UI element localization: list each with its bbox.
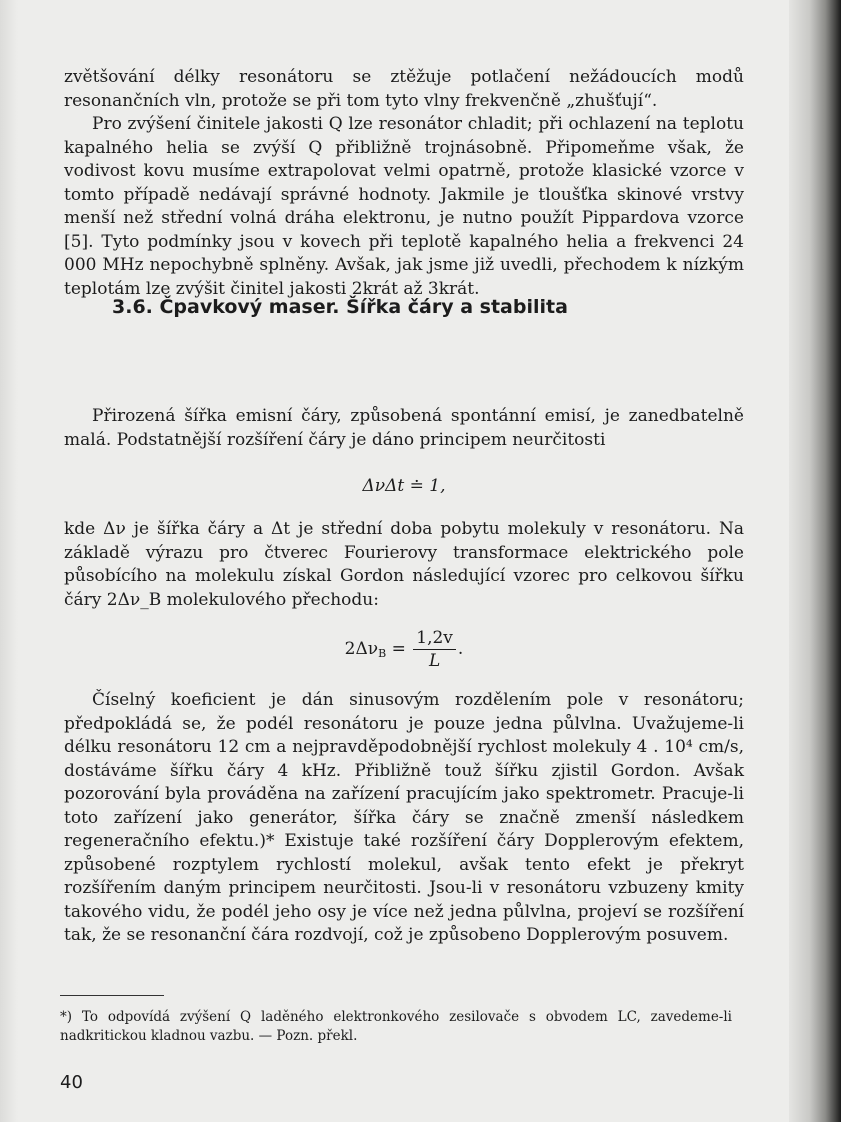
equation-gordon-equals: = [391,639,406,659]
paragraph-top: zvětšování délky resonátoru se ztěžuje potlačení nežádoucích modů resonančních vln, protože se při tom tyto vlny frekvenčně „zhušťují“. [64,67,744,111]
section-heading: 3.6. Čpavkový maser. Šířka čáry a stabilita [112,296,568,318]
page-body [64,66,744,948]
equation-gordon-lhs: 2Δν [344,639,379,659]
paragraph-gordon [64,518,744,612]
equation-gordon-numerator: 1,2v [413,628,456,650]
paragraph-gordon-text: kde Δν je šířka čáry a Δt je střední doba pobytu molekuly v resonátoru. Na základě výrazu pro čtverec Fourierovy transformace elektrického pole působícího na molekulu získal Gordon následující vzorec pro celkovou šířku čáry 2Δν_B molekulového přechodu: [64,519,744,610]
equation-gordon-end: . [457,639,464,659]
page-edge-left [0,0,18,1122]
equation-gordon-sub: B [378,647,387,660]
equation-gordon [64,628,744,671]
paragraph-linewidth: Přirozená šířka emisní čáry, způsobená spontánní emisí, je zanedbatelně malá. Podstatnější rozšíření čáry je dáno principem neurčitosti [64,406,744,450]
equation-uncertainty: ΔνΔt ≐ 1, [362,476,446,496]
footnote-divider [60,995,164,996]
equation-gordon-denominator: L [428,651,441,671]
book-spine-shadow [789,0,841,1122]
equation-gordon-fraction [413,628,456,671]
paragraph-coefficient: Číselný koeficient je dán sinusovým rozdělením pole v resonátoru; předpokládá se, že podél resonátoru je pouze jedna půlvlna. Uvažujeme-li délku resonátoru 12 cm a nejpravděpodobnější rychlost molekuly 4 . 10⁴ cm/s, dostáváme šířku čáry 4 kHz. Přibližně touž šířku zjistil Gordon. Avšak pozorování byla prováděna na zařízení pracujícím jako spektrometr. Pracuje-li toto zařízení jako generátor, šířka čáry se značně zmenší následkem regeneračního efektu.)* Existuje také rozšíření čáry Dopplerovým efektem, způsobené rozptylem rychlostí molekul, avšak tento efekt je překryt rozšířením daným principem neurčitosti. Jsou-li v resonátoru vzbuzeny kmity takového vidu, že podél jeho osy je více než jedna půlvlna, projeví se rozšíření tak, že se resonanční čára rozdvojí, což je způsobeno Dopplerovým posuvem. [64,690,744,945]
paragraph-q-factor: Pro zvýšení činitele jakosti Q lze resonátor chladit; při ochlazení na teplotu kapalného helia se zvýší Q přibližně trojnásobně. Připomeňme však, že vodivost kovu musíme extrapolovat velmi opatrně, protože klasické vzorce v tomto případě nedávají správné hodnoty. Jakmile je tloušťka skinové vrstvy menší než střední volná dráha elektronu, je nutno použít Pippardova vzorce [5]. Tyto podmínky jsou v kovech při teplotě kapalného helia a frekvenci 24 000 MHz nepochybně splněny. Avšak, jak jsme již uvedli, přechodem k nízkým teplotám lze zvýšit činitel jakosti 2krát až 3krát. [64,114,744,299]
page-number: 40 [60,1072,83,1093]
footnote: *) To odpovídá zvýšení Q laděného elektronkového zesilovače s obvodem LC, zavedeme-li nadkritickou kladnou vazbu. — Pozn. překl. [60,1009,732,1044]
